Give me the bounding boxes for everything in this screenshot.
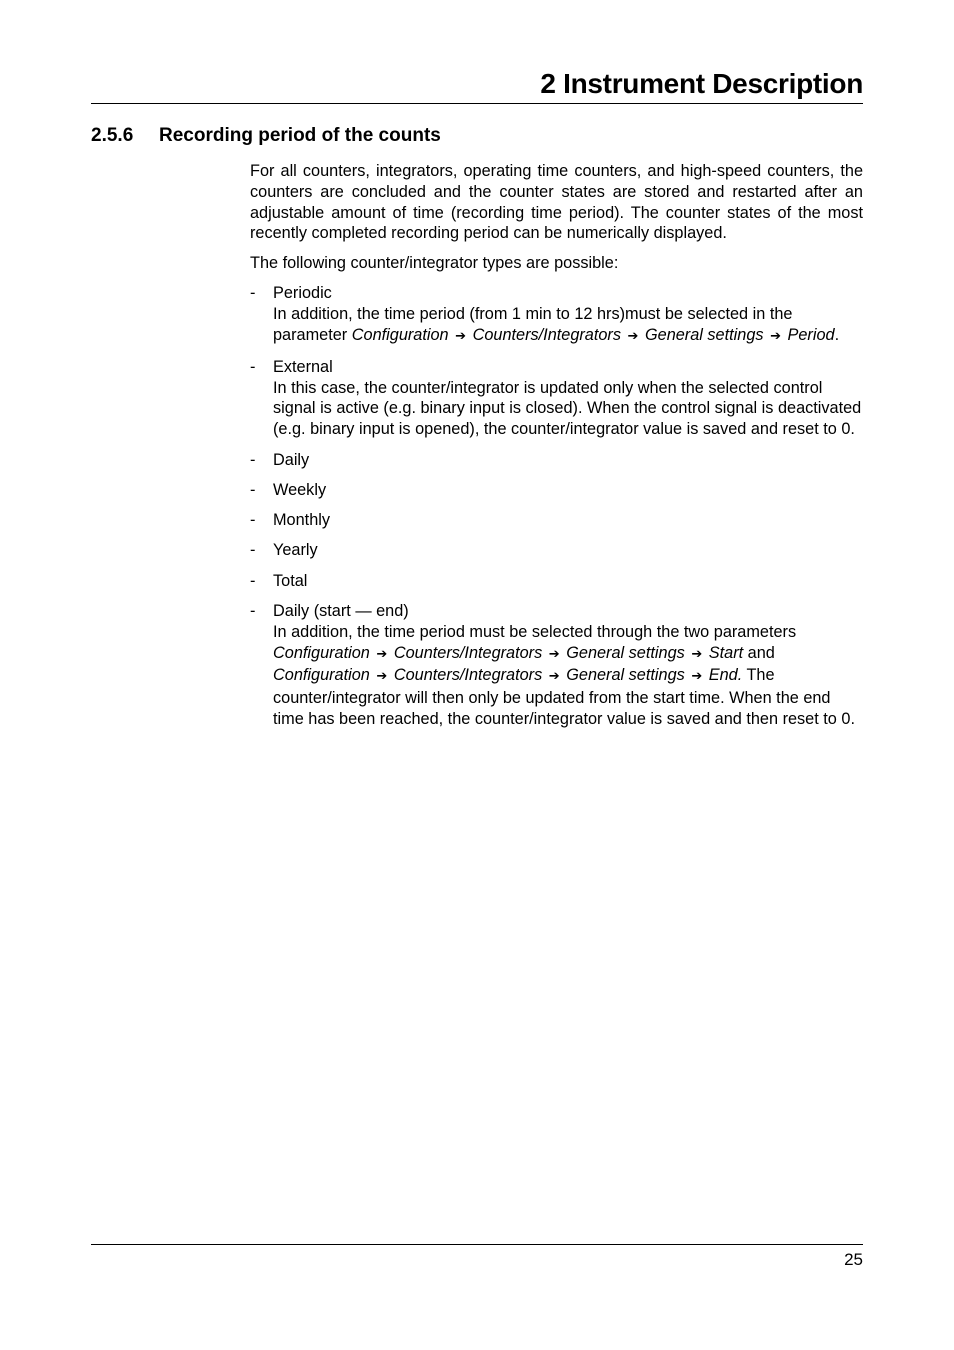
menu-path-segment: General settings xyxy=(644,325,764,344)
arrow-right-icon: ➔ xyxy=(770,328,781,344)
menu-path-segment: Start xyxy=(708,643,744,662)
item-description: In this case, the counter/integrator is updated only when the selected control signal is active (e.g. binary input is closed). When the control signal is deactivated (e.g. binary input is opened), the counter/integrator value is saved and reset to 0. xyxy=(273,378,862,439)
menu-path-segment: Counters/Integrators xyxy=(393,643,543,662)
chapter-title: 2 Instrument Description xyxy=(540,68,863,99)
item-description xyxy=(273,304,863,348)
intro-paragraph: For all counters, integrators, operating time counters, and high-speed counters, the counters are concluded and the counter states are stored and restarted after an adjustable amount of time (recording time period). The counter states of the most recently completed recording period can be numerically displayed. xyxy=(250,162,863,243)
item-label: Yearly xyxy=(273,541,318,560)
item-label: Periodic xyxy=(273,283,332,302)
arrow-right-icon: ➔ xyxy=(548,669,560,685)
arrow-right-icon: ➔ xyxy=(627,328,639,344)
item-label: Daily xyxy=(273,450,310,469)
list-item-external xyxy=(250,357,863,440)
list-dash: - xyxy=(250,480,256,499)
list-item-monthly xyxy=(250,510,863,531)
menu-path-segment: Counters/Integrators xyxy=(472,325,621,344)
list-item-total xyxy=(250,571,863,592)
menu-path-segment: Configuration xyxy=(351,325,449,344)
arrow-right-icon: ➔ xyxy=(376,646,388,662)
arrow-right-icon: ➔ xyxy=(548,646,560,662)
list-dash: - xyxy=(250,283,256,302)
menu-path-segment: End. xyxy=(708,666,743,685)
arrow-right-icon: ➔ xyxy=(691,646,703,662)
list-dash: - xyxy=(250,357,256,376)
counter-types-list xyxy=(250,283,863,730)
item-label: Weekly xyxy=(273,480,327,499)
list-item-weekly xyxy=(250,480,863,501)
footer-rule xyxy=(91,1244,863,1245)
list-item-yearly xyxy=(250,540,863,561)
list-dash: - xyxy=(250,511,256,530)
item-conjunction: and xyxy=(747,643,775,662)
menu-path-segment: Configuration xyxy=(273,666,370,685)
section-title: Recording period of the counts xyxy=(159,125,441,146)
menu-path-segment: General settings xyxy=(566,666,685,685)
menu-path-segment: Counters/Integrators xyxy=(393,666,543,685)
list-dash: - xyxy=(250,602,256,621)
list-dash: - xyxy=(250,571,256,590)
item-label: Daily (start — end) xyxy=(273,602,409,621)
list-item-periodic xyxy=(250,283,863,347)
arrow-right-icon: ➔ xyxy=(691,669,703,685)
page-number: 25 xyxy=(844,1250,863,1269)
list-item-daily xyxy=(250,450,863,471)
menu-path-segment: Configuration xyxy=(273,643,370,662)
types-intro-paragraph: The following counter/integrator types are possible: xyxy=(250,254,619,273)
item-tail-text: The counter/integrator will then only be updated from the start time. When the end time has been reached, the counter/integrator value is saved and then reset to 0. xyxy=(273,666,855,729)
item-text: In addition, the time period must be selected through the two parameters xyxy=(273,622,797,641)
arrow-right-icon: ➔ xyxy=(376,669,388,685)
list-dash: - xyxy=(250,450,256,469)
list-item-daily-start-end xyxy=(250,601,863,730)
item-end-punct: . xyxy=(834,325,840,344)
section-number: 2.5.6 xyxy=(91,125,134,146)
item-label: Total xyxy=(273,571,308,590)
list-dash: - xyxy=(250,541,256,560)
item-text: In addition, the time period (from 1 min to 12 hrs)must be selected in the parameter xyxy=(273,304,793,344)
menu-path-segment: General settings xyxy=(566,643,685,662)
section-body xyxy=(250,161,863,739)
item-description xyxy=(273,622,863,730)
header-rule xyxy=(91,103,863,104)
arrow-right-icon: ➔ xyxy=(455,328,467,344)
menu-path-segment: Period xyxy=(787,325,835,344)
item-label: Monthly xyxy=(273,511,331,530)
item-label: External xyxy=(273,357,333,376)
section-heading xyxy=(91,124,441,148)
